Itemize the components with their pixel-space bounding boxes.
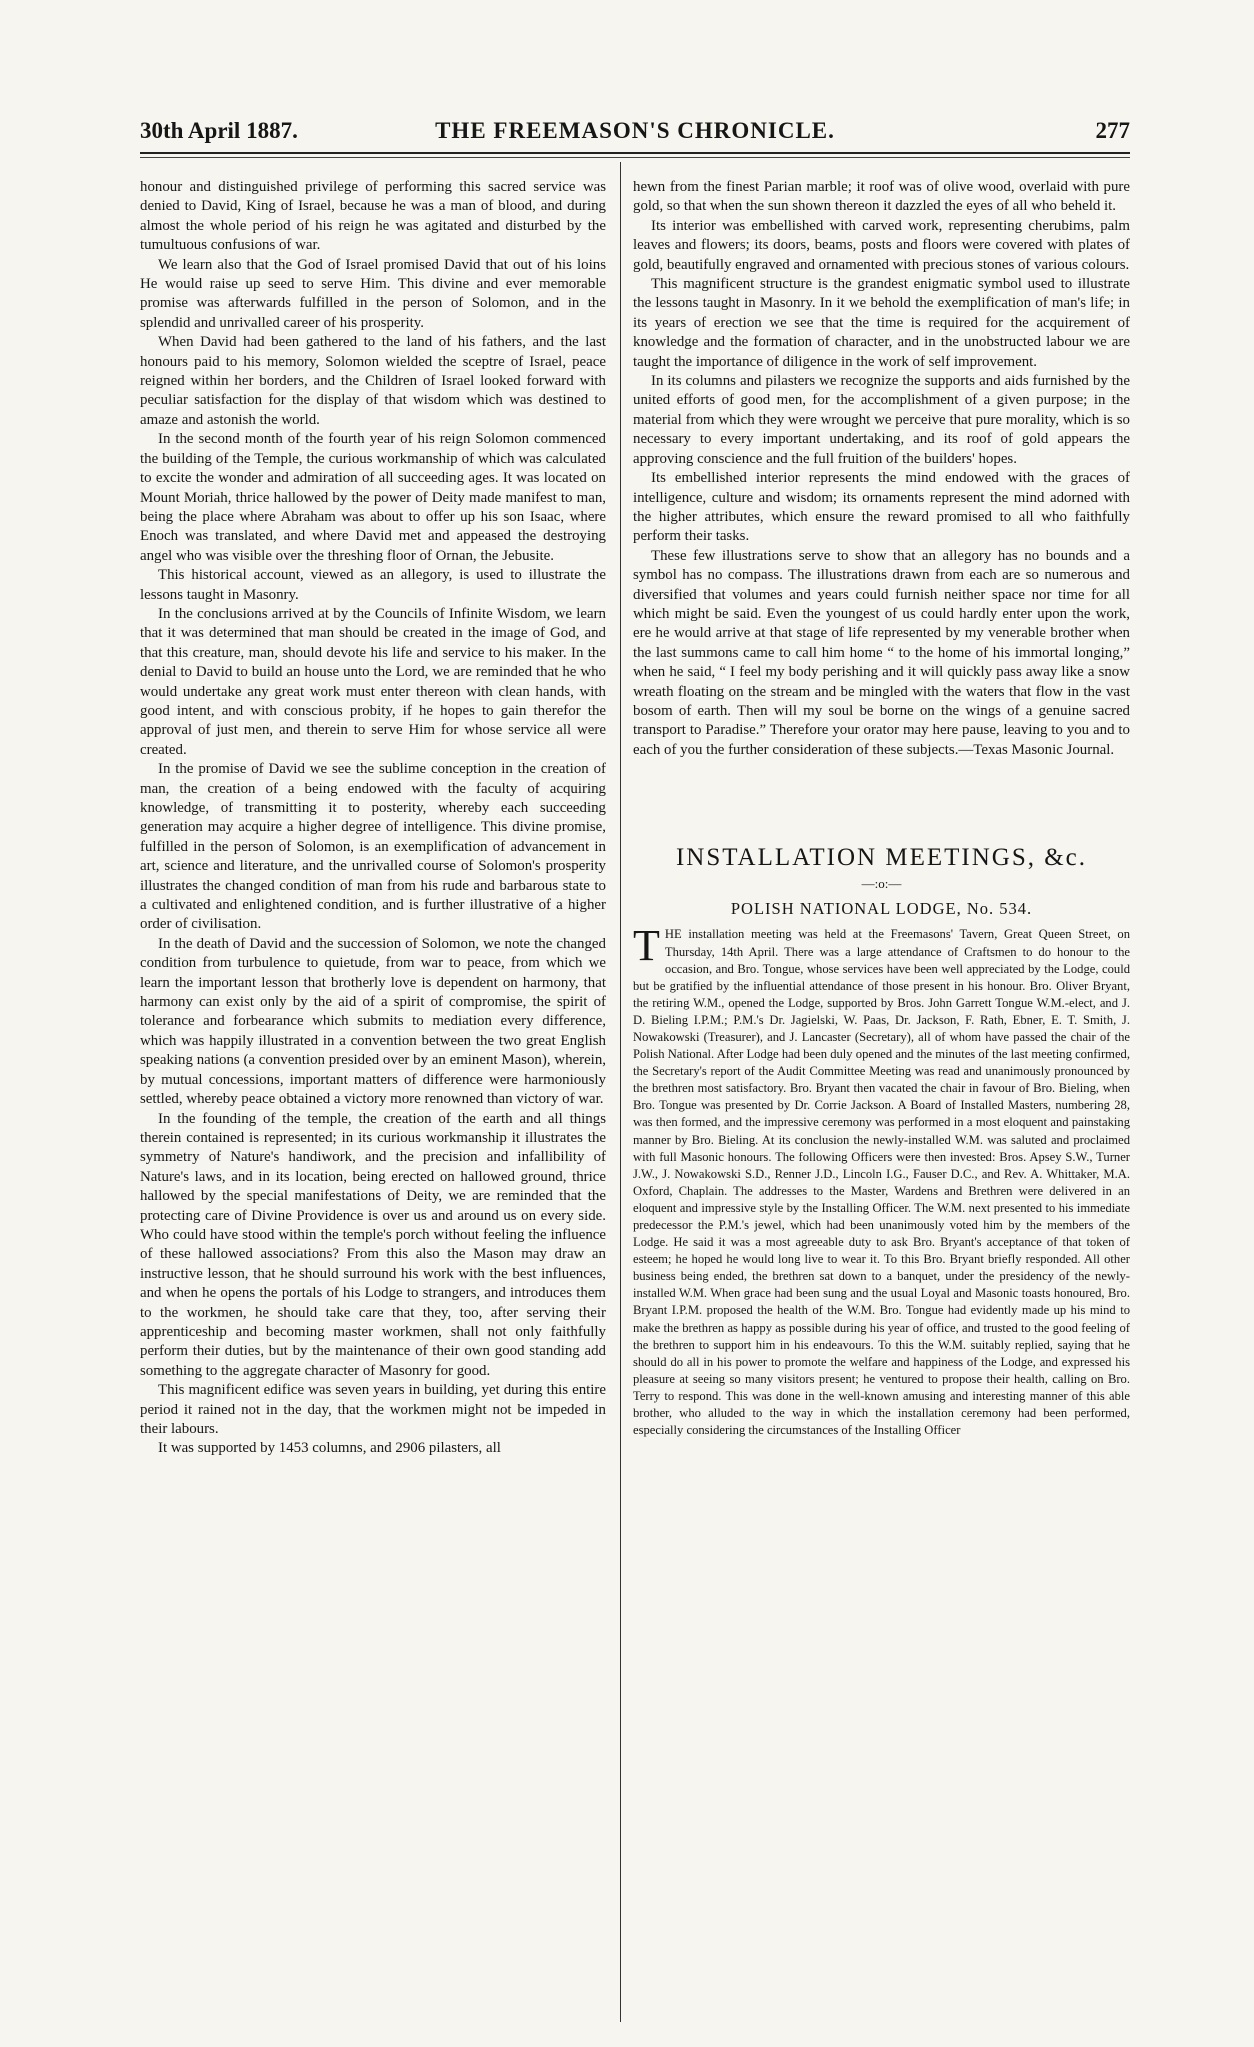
issue-date: 30th April 1887.: [140, 118, 298, 143]
left-column: [140, 178, 606, 1459]
publication-title: THE FREEMASON'S CHRONICLE.: [435, 118, 835, 143]
article-paragraph: In the second month of the fourth year of his reign Solomon commenced the building of the Temple, the curious workmanship of which was calculated to excite the wonder and admiration of all succeeding ages. It was located on Mount Moriah, thrice hallowed by the power of Deity made manifest to man, being the place where Abraham was about to offer up his son Isaac, where Enoch was translated, and where David met and appeased the destroying angel who was visible over the threshing floor of Ornan, the Jebusite.: [140, 431, 606, 564]
article-paragraph: When David had been gathered to the land of his fathers, and the last honours paid to his memory, Solomon wielded the sceptre of Israel, peace reigned within her borders, and the Children of Israel looked forward with peculiar satisfaction for the display of that wisdom which was destined to amaze and astonish the world.: [140, 334, 606, 428]
page-number: 277: [1095, 118, 1130, 143]
installation-report: [633, 921, 1130, 1439]
article-paragraph: This magnificent edifice was seven years in building, yet during this entire period it rained not in the day, that the workmen might not be impeded in their labours.: [140, 1382, 606, 1437]
column-divider: [620, 162, 621, 2022]
right-column: [633, 178, 1130, 1439]
article-paragraph: In the promise of David we see the sublime conception in the creation of man, the creation of a being endowed with the faculty of acquiring knowledge, of transmitting it to posterity, whereby each succeeding generation may acquire a higher degree of intelligence. This divine promise, fulfilled in the person of Solomon, is an exemplification of advancement in art, science and literature, and the unrivalled course of Solomon's prosperity illustrates the changed condition of man from his rude and barbarous state to a cultivated and enlightened condition, and is further illustrative of a higher order of civilisation.: [140, 761, 606, 933]
article-paragraph: In the death of David and the succession of Solomon, we note the changed condition from turbulence to quietude, from war to peace, from which we learn the important lesson that brotherly love is dependent on harmony, that harmony can exist only by the aid of a spirit of compromise, the spirit of tolerance and forbearance which submits to mediation every difference, which was happily illustrated in a convention between the two great English speaking nations (a convention presided over by an eminent Mason), wherein, by mutual concessions, important matters of difference were harmoniously settled, whereby peace obtained a victory more renowned than victory of war.: [140, 935, 606, 1108]
header-rule-thin: [140, 157, 1130, 158]
article-paragraph: These few illustrations serve to show that an allegory has no bounds and a symbol has no compass. The illustrations drawn from each are so numerous and diversified that volumes and years could furnish neither space nor time for all which might be said. Even the youngest of us could hardly enter upon the work, ere he would arrive at that stage of life represented by my venerable brother when the last summons came to call him home “ to the home of his immortal longing,” when he said, “ I feel my body perishing and it will quickly pass away like a snow wreath floating on the stream and be mingled with the waters that flow in the vast bosom of earth. Then will my soul be borne on the wings of a genuine sacred transport to Paradise.” Therefore your orator may here pause, leaving to you and to each of you the further consideration of these subjects.—Texas Masonic Journal.: [633, 547, 1130, 758]
report-text: HE installation meeting was held at the Freemasons' Tavern, Great Queen Street, on Thursday, 14th April. There was a large attendance of Craftsmen to do honour to the occasion, and Bro. Tongue, whose services have been well appreciated by the Lodge, could but be gratified by the influential attendance of those present in his honour. Bro. Oliver Bryant, the retiring W.M., opened the Lodge, supported by Bros. John Garrett Tongue W.M.-elect, and J. D. Bieling I.P.M.; P.M.'s Dr. Jagielski, W. Paas, Dr. Jackson, F. Rath, Ebner, E. T. Smith, J. Nowakowski (Treasurer), and J. Lancaster (Secretary), all of whom have passed the chair of the Polish National. After Lodge had been duly opened and the minutes of the last meeting confirmed, the Secretary's report of the Audit Committee Meeting was read and unanimously pronounced by the brethren most satisfactory. Bro. Bryant then vacated the chair in favour of Bro. Bieling, when Bro. Tongue was presented by Dr. Corrie Jackson. A Board of Installed Masters, numbering 28, was then formed, and the impressive ceremony was performed in a most eloquent and painstaking manner by Bro. Bieling. At its conclusion the newly-installed W.M. was saluted and proclaimed with full Masonic honours. The following Officers were then invested: Bros. Apsey S.W., Turner J.W., J. Nowakowski S.D., Renner J.D., Lincoln I.G., Fauser D.C., and Rev. A. Whittaker, M.A. Oxford, Chaplain. The addresses to the Master, Wardens and Brethren were delivered in an eloquent and impressive style by the Installing Officer. The W.M. next presented to his immediate predecessor the P.M.'s jewel, which had been unanimously voted him by the members of the Lodge. He said it was a most agreeable duty to ask Bro. Bryant's acceptance of that token of esteem; he hoped he would long live to wear it. To this Bro. Bryant briefly responded. All other business being ended, the brethren sat down to a banquet, under the presidency of the newly-installed W.M. When grace had been sung and the usual Loyal and Masonic toasts honoured, Bro. Bryant I.P.M. proposed the health of the W.M. Bro. Tongue had evidently made up his mind to make the brethren as happy as possible during his year of office, and trusted to the good feeling of the brethren to support him in his endeavours. To this the W.M. suitably replied, saying that he should do all in his power to promote the welfare and happiness of the Lodge, and expressed his pleasure at seeing so many visitors present; he ventured to propose their health, calling on Bro. Terry to respond. This was done in the well-known amusing and interesting manner of this able brother, who alluded to the way in which the installation ceremony had been performed, especially considering the circumstances of the Installing Officer: [633, 927, 1130, 1438]
page-header: [140, 112, 1130, 152]
article-paragraph: This magnificent structure is the grandest enigmatic symbol used to illustrate the lessons taught in Masonry. In it we behold the exemplification of man's life; in its years of erection we see that the time is required for the acquirement of knowledge and the formation of character, and in the unobstructed labour we are taught the importance of diligence in the work of self improvement.: [633, 276, 1130, 370]
article-paragraph: We learn also that the God of Israel promised David that out of his loins He would raise up seed to serve Him. This divine and ever memorable promise was afterwards fulfilled in the person of Solomon, and in the splendid and unrivalled career of his prosperity.: [140, 256, 606, 331]
ornament-divider: —:o:—: [861, 875, 902, 891]
article-paragraph: In the founding of the temple, the creation of the earth and all things therein contained is represented; in its curious workmanship it illustrates the symmetry of Nature's handiwork, and the precision and infallibility of Nature's laws, and in its location, being erected on hallowed ground, thrice hallowed by the special manifestations of Deity, we are reminded that the protecting care of Divine Providence is over us and around us on every side. Who could have stood within the temple's porch without feeling the influence of these hallowed associations? From this also the Mason may draw an instructive lesson, that he should surround his work with the best influences, and when he opens the portals of his Lodge to strangers, and introduces them to the workmen, he should take care that they, too, after serving their apprenticeship and becoming master workmen, shall not only faithfully perform their duties, but by the maintenance of their own good standing add something to the aggregate character of Masonry for good.: [140, 1110, 606, 1379]
article-paragraph: hewn from the finest Parian marble; it roof was of olive wood, overlaid with pure gold, so that when the sun shown thereon it dazzled the eyes of all who beheld it.: [633, 179, 1130, 215]
lodge-heading: POLISH NATIONAL LODGE, No. 534.: [730, 899, 1033, 918]
header-rule-thick: [140, 152, 1130, 154]
section-heading: INSTALLATION MEETINGS, &c.: [675, 844, 1088, 872]
article-paragraph: In its columns and pilasters we recognize the supports and aids furnished by the united efforts of good men, for the accomplishment of a given purpose; in the material from which they were wrought we perceive that pure morality, which is so necessary to every important undertaking, and its roof of gold appears the approving conscience and the full fruition of the builders' hopes.: [633, 373, 1130, 467]
article-paragraph: Its interior was embellished with carved work, representing cherubims, palm leaves and flowers; its doors, beams, posts and floors were covered with plates of gold, beautifully engraved and ornamented with precious stones of various colours.: [633, 217, 1130, 273]
drop-cap: T: [633, 921, 660, 971]
article-paragraph: In the conclusions arrived at by the Councils of Infinite Wisdom, we learn that it was determined that man should be created in the image of God, and that this creature, man, should devote his life and service to his maker. In the denial to David to build an house unto the Lord, we are reminded that he who would undertake any great work must enter thereon with clean hands, with good intent, and with conscious probity, if he hopes to gain therefor the approval of just men, and therein to serve Him for whose service all were created.: [140, 605, 606, 758]
article-paragraph: This historical account, viewed as an allegory, is used to illustrate the lessons taught in Masonry.: [140, 567, 606, 603]
article-paragraph: honour and distinguished privilege of performing this sacred service was denied to David, King of Israel, because he was a man of blood, and during almost the whole period of his reign he was agitated and disturbed by the tumultuous confusions of war.: [140, 179, 606, 254]
article-paragraph: Its embellished interior represents the mind endowed with the graces of intelligence, culture and wisdom; its ornaments represent the mind adorned with the higher attributes, which ensure the reward promised to all who faithfully perform their tasks.: [633, 470, 1130, 545]
article-paragraph: It was supported by 1453 columns, and 2906 pilasters, all: [158, 1440, 501, 1457]
